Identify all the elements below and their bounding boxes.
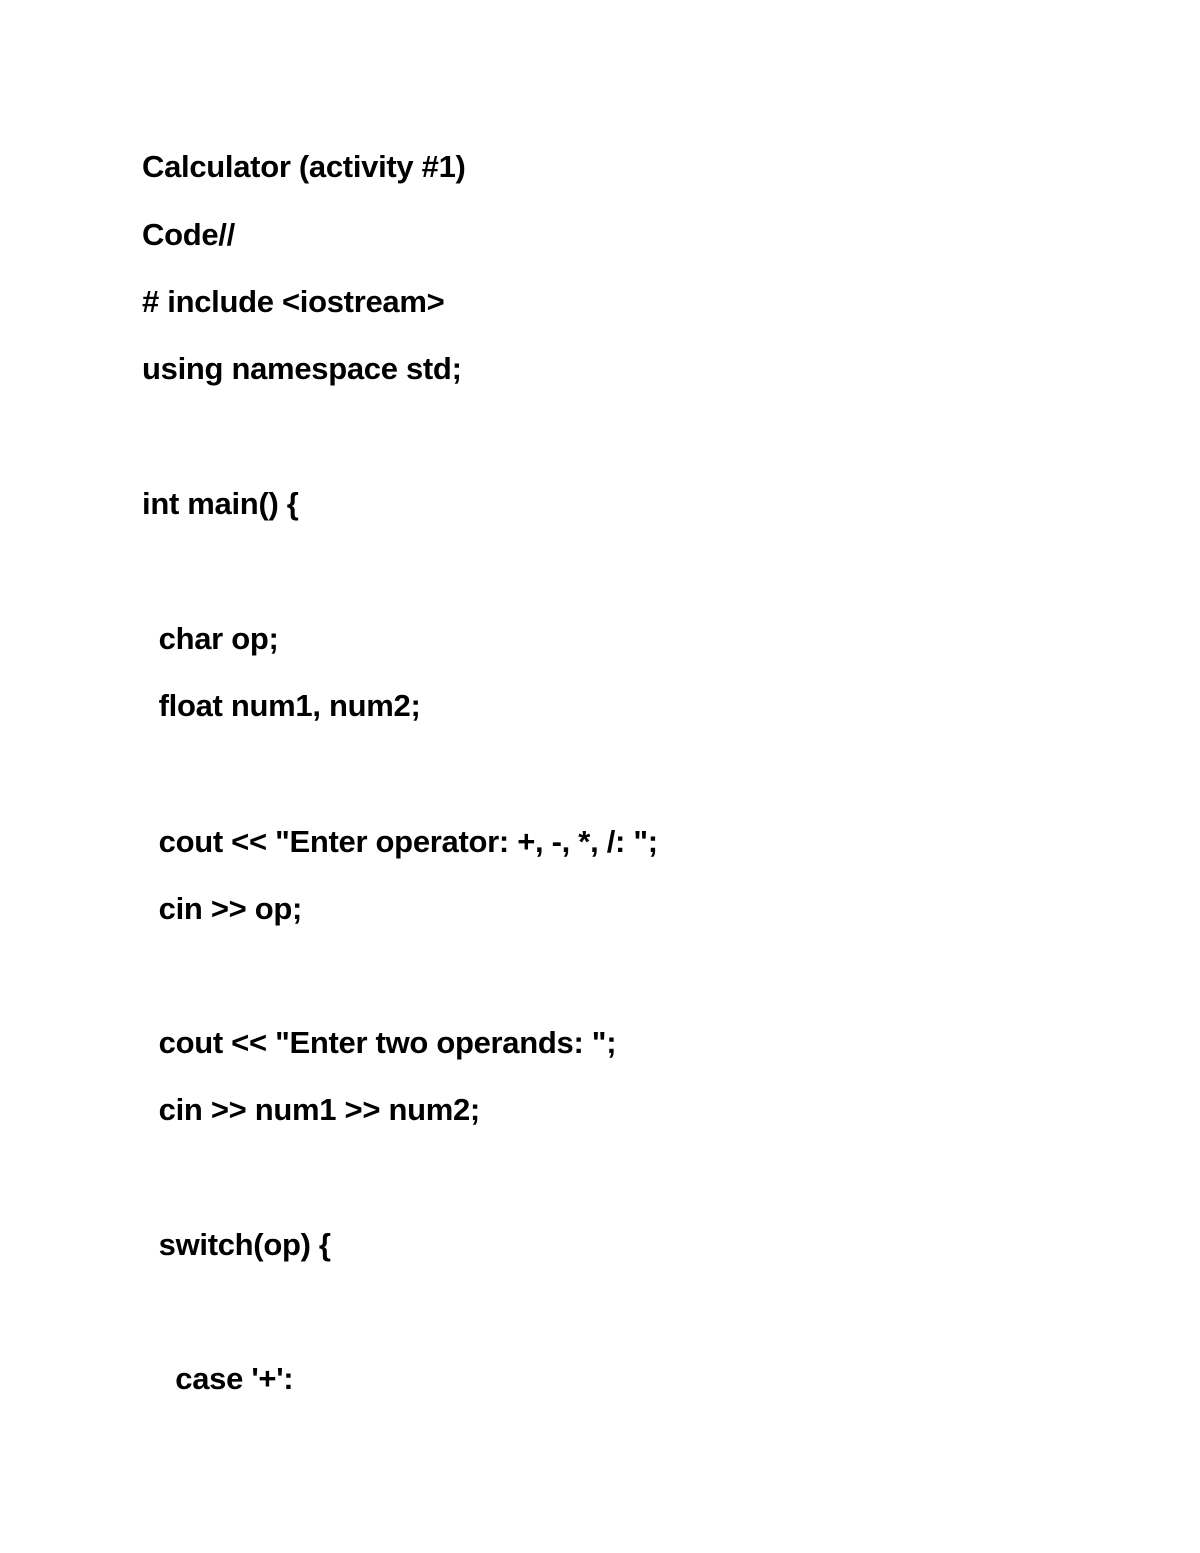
code-line: switch(op) {: [142, 1227, 331, 1262]
code-line: # include <iostream>: [142, 284, 445, 319]
code-line: float num1, num2;: [142, 688, 421, 723]
document-subtitle: Code//: [142, 217, 235, 252]
code-line: int main() {: [142, 486, 299, 521]
code-line: case '+':: [142, 1361, 294, 1396]
code-line: cin >> num1 >> num2;: [142, 1092, 480, 1127]
document-title: Calculator (activity #1): [142, 149, 466, 184]
code-line: char op;: [142, 621, 279, 656]
code-line: using namespace std;: [142, 351, 462, 386]
code-line: cin >> op;: [142, 891, 303, 926]
code-line: cout << "Enter operator: +, -, *, /: ";: [142, 824, 658, 859]
code-line: cout << "Enter two operands: ";: [142, 1025, 617, 1060]
